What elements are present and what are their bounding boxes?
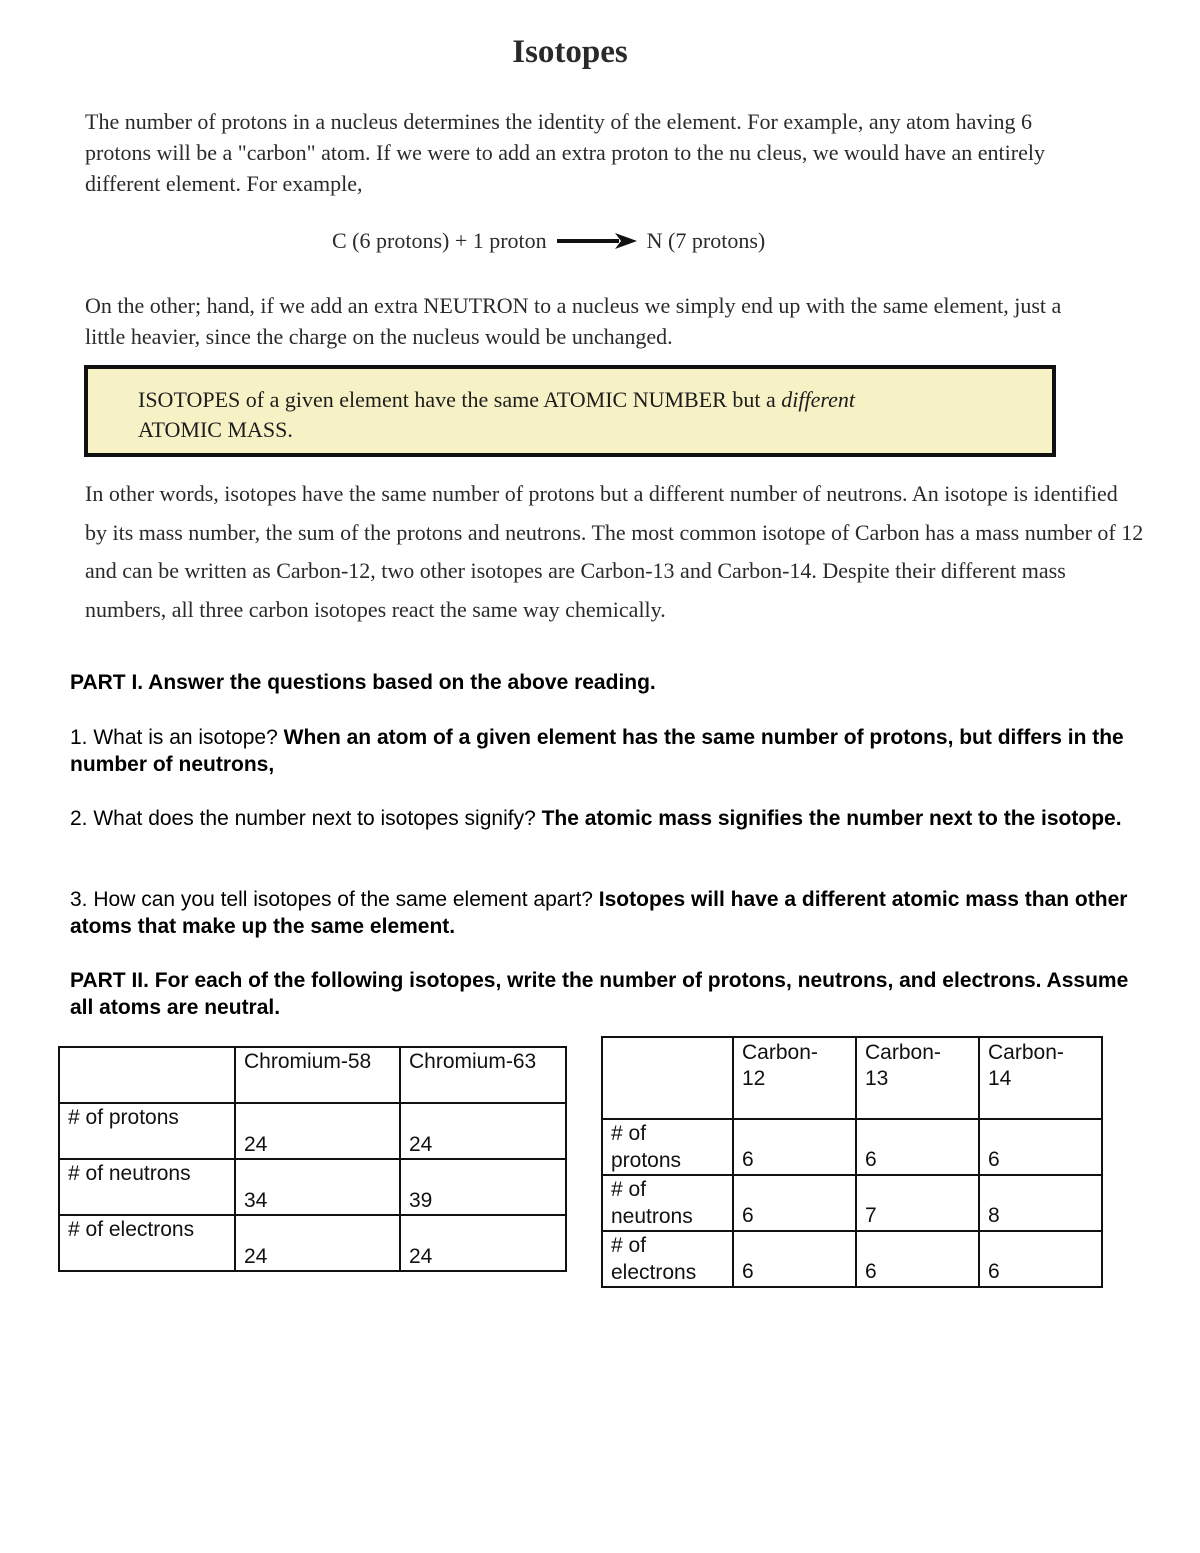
column-label: Chromium-58: [244, 1050, 372, 1073]
question-2-prompt: 2. What does the number next to isotopes signify?: [70, 807, 542, 830]
cell-value: 34: [244, 1189, 268, 1212]
question-3: [70, 886, 1130, 940]
part1-heading: PART I. Answer the questions based on the above reading.: [70, 671, 656, 694]
table-cell: [235, 1159, 400, 1215]
table-cell: [602, 1037, 733, 1119]
equation-left: C (6 protons) + 1 proton: [332, 228, 547, 253]
table-header-cell: [235, 1047, 400, 1103]
row-label-cell: # of protons: [602, 1119, 733, 1175]
row-label-cell: # of electrons: [602, 1231, 733, 1287]
definition-callout: [84, 365, 1056, 457]
reading-paragraph-3: In other words, isotopes have the same number of protons but a different number of neutrons. An isotope is identified by its mass number, the sum of the protons and neutrons. The most common isotope of Carbon has a mass number of 12 and can be written as Carbon-12, two other isotopes are Carbon-13 and Carbon-14. Despite their different mass numbers, all three carbon isotopes react the same way chemically.: [85, 481, 1144, 622]
question-1-answer: When an atom of a given element has the same number of protons, but differs in the number of neutrons,: [70, 726, 1124, 776]
table-row: [602, 1119, 1102, 1175]
table-cell: 6: [979, 1231, 1102, 1287]
definition-text-start: ISOTOPES of a given element have the same ATOMIC NUMBER but a: [138, 387, 782, 412]
table-cell: 8: [979, 1175, 1102, 1231]
table-row: [59, 1159, 566, 1215]
row-label: # of protons: [68, 1106, 179, 1129]
question-3-prompt: 3. How can you tell isotopes of the same element apart?: [70, 888, 599, 911]
reading-paragraph-1: The number of protons in a nucleus determines the identity of the element. For example, any atom having 6 protons will be a "carbon" atom. If we were to add an extra proton to the nu cleus, we would have an entirely different element. For example,: [85, 109, 1045, 196]
definition-text: [138, 385, 1018, 445]
table-cell: [400, 1159, 566, 1215]
table-cell: [400, 1215, 566, 1271]
page-title: Isotopes: [512, 34, 628, 70]
row-label-cell: [59, 1103, 235, 1159]
part2-heading: PART II. For each of the following isotopes, write the number of protons, neutrons, and electrons. Assume all atoms are neutral.: [70, 969, 1129, 1019]
table-cell: 6: [733, 1231, 856, 1287]
table-cell: 6: [856, 1119, 979, 1175]
question-2-answer: The atomic mass signifies the number next to the isotope.: [541, 807, 1122, 830]
table-cell: 6: [733, 1119, 856, 1175]
right-arrow-icon: [557, 232, 637, 250]
table-row: [59, 1215, 566, 1271]
cell-value: 24: [244, 1133, 268, 1156]
row-label-cell: [59, 1215, 235, 1271]
row-label-cell: [59, 1159, 235, 1215]
equation: [332, 228, 765, 254]
reading-paragraph-2: On the other; hand, if we add an extra NEUTRON to a nucleus we simply end up with the same element, just a little heavier, since the charge on the nucleus would be unchanged.: [85, 293, 1062, 349]
table-header-cell: Carbon- 12: [733, 1037, 856, 1119]
table-row: [59, 1103, 566, 1159]
definition-text-end: ATOMIC MASS.: [138, 417, 293, 442]
table-cell: [235, 1103, 400, 1159]
question-2: [70, 805, 1130, 832]
chromium-table: [58, 1046, 567, 1272]
cell-value: 24: [409, 1245, 433, 1268]
table-row: [602, 1231, 1102, 1287]
cell-value: 24: [244, 1245, 268, 1268]
definition-text-italic: different: [781, 387, 855, 412]
row-label: # of neutrons: [68, 1162, 191, 1185]
carbon-table: [601, 1036, 1103, 1288]
table-cell: [400, 1103, 566, 1159]
table-header-cell: Carbon- 13: [856, 1037, 979, 1119]
cell-value: 39: [409, 1189, 433, 1212]
cell-value: 24: [409, 1133, 433, 1156]
table-cell: 6: [856, 1231, 979, 1287]
column-label: Chromium-63: [409, 1050, 537, 1073]
table-cell: 7: [856, 1175, 979, 1231]
row-label: # of electrons: [68, 1218, 195, 1241]
table-cell: [59, 1047, 235, 1103]
table-cell: [235, 1215, 400, 1271]
table-cell: 6: [979, 1119, 1102, 1175]
question-1-prompt: 1. What is an isotope?: [70, 726, 284, 749]
equation-right: N (7 protons): [646, 228, 766, 253]
table-row: [602, 1175, 1102, 1231]
table-row: [59, 1047, 566, 1103]
table-header-cell: [400, 1047, 566, 1103]
table-row: [602, 1037, 1102, 1119]
question-3-answer: Isotopes will have a different atomic mass than other atoms that make up the same element.: [70, 888, 1128, 938]
row-label-cell: # of neutrons: [602, 1175, 733, 1231]
table-cell: 6: [733, 1175, 856, 1231]
table-header-cell: Carbon- 14: [979, 1037, 1102, 1119]
question-1: [70, 724, 1130, 778]
